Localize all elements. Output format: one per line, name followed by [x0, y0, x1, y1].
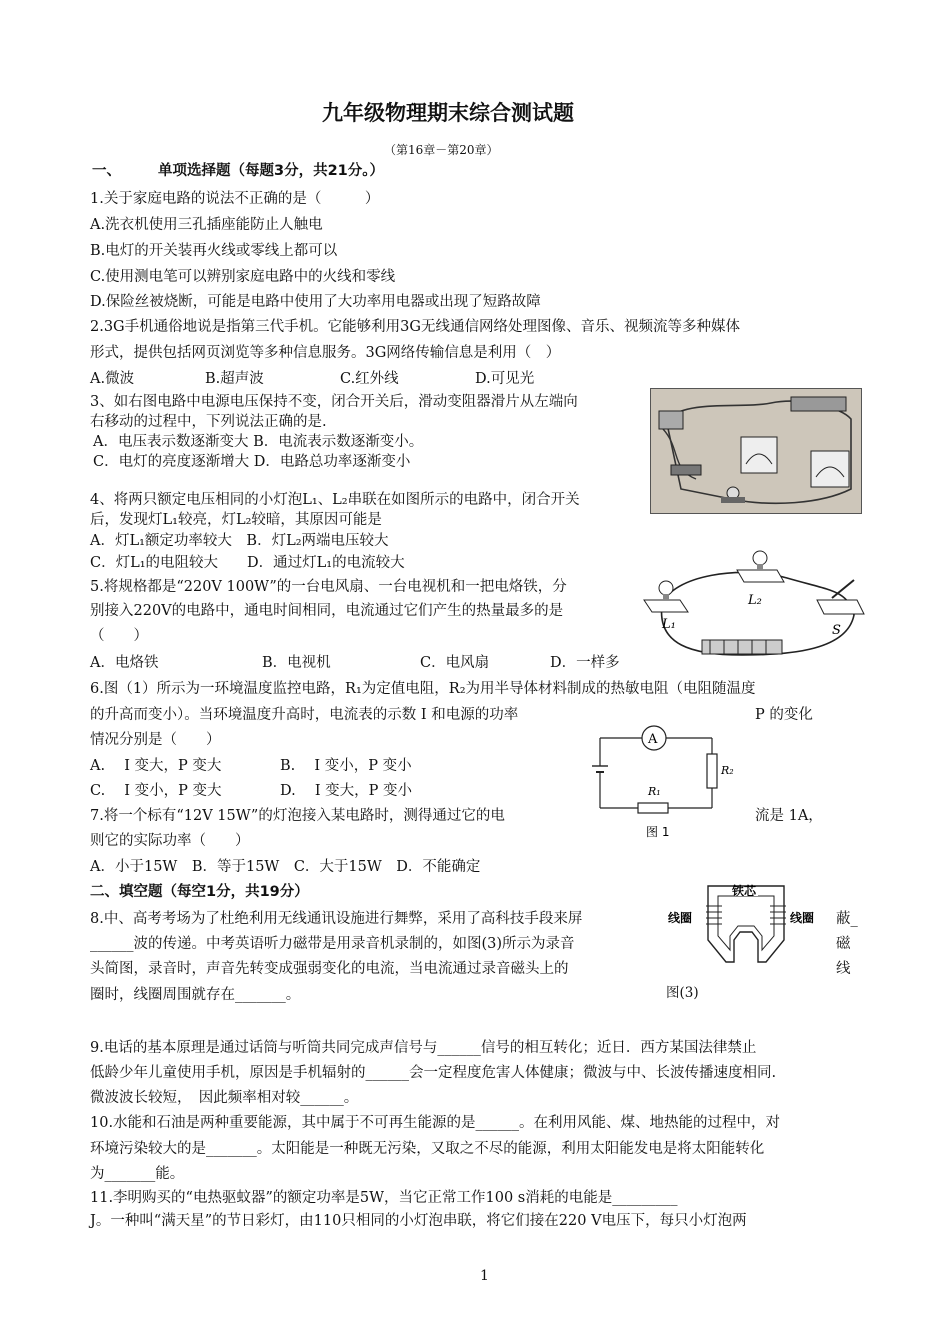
q10-line3: 为_______能。 — [90, 1166, 185, 1182]
q1-option-b: B.电灯的开关装再火线或零线上都可以 — [90, 243, 338, 259]
coil-left-label: 线圈 — [668, 911, 693, 925]
circuit-photo — [650, 388, 862, 514]
q4-options-ab: A．灯L₁额定功率较大 B．灯L₂两端电压较大 — [90, 533, 389, 549]
q8-line1-tail: 蔽_ — [836, 911, 858, 927]
label-l1: L₁ — [662, 617, 676, 632]
figure3-caption: 图(3) — [666, 985, 699, 1001]
q1-option-c: C.使用测电笔可以辨别家庭电路中的火线和零线 — [90, 269, 396, 285]
q1-stem: 1.关于家庭电路的说法不正确的是（ ） — [90, 191, 380, 207]
q2-option-a: A.微波 — [90, 371, 135, 387]
r1-label: R₁ — [648, 785, 661, 798]
thermistor-circuit-figure — [590, 722, 734, 842]
q6-option-b: B. I 变小，P 变小 — [280, 758, 412, 774]
series-lamps-figure — [632, 550, 864, 660]
q2-option-c: C.红外线 — [340, 371, 399, 387]
q11-line1: 11.李明购买的“电热驱蚊器”的额定功率是5W，当它正常工作100 s消耗的电能是_________ — [90, 1190, 678, 1206]
q3-line1: 3、如右图电路中电源电压保持不变，闭合开关后，滑动变阻器滑片从左端向 — [90, 394, 578, 410]
q7-line1: 7.将一个标有“12V 15W”的灯泡接入某电路时，测得通过它的电 — [90, 808, 505, 824]
q2-line2: 形式，提供包括网页浏览等多种信息服务。3G网络传输信息是利用（ ） — [90, 345, 561, 361]
q5-option-c: C．电风扇 — [420, 655, 490, 671]
q8-line2-tail: 磁 — [836, 936, 851, 952]
q7-options: A．小于15W B．等于15W C．大于15W D．不能确定 — [90, 859, 481, 875]
q6-line3: 情况分别是（ ） — [90, 732, 221, 748]
q6-option-c: C. I 变小，P 变大 — [90, 783, 222, 799]
q9-line2: 低龄少年儿童使用手机，原因是手机辐射的______会一定程度危害人体健康；微波与中、长波传播速度相同. — [90, 1065, 777, 1081]
q8-line3: 头简图，录音时，声音先转变成强弱变化的电流，当电流通过录音磁头上的 — [90, 961, 569, 977]
q4-line2: 后，发现灯L₁较亮，灯L₂较暗，其原因可能是 — [90, 512, 382, 528]
q6-option-a: A. I 变大，P 变大 — [90, 758, 222, 774]
q5-option-a: A．电烙铁 — [90, 655, 159, 671]
coil-right-label: 线圈 — [790, 911, 815, 925]
q7-line1-tail: 流是 1A， — [755, 808, 823, 824]
chapter-range: （第16章－第20章） — [384, 143, 499, 157]
q1-option-d: D.保险丝被烧断，可能是电路中使用了大功率用电器或出现了短路故障 — [90, 294, 541, 310]
section2-heading: 二、填空题（每空1分，共19分） — [90, 884, 309, 900]
label-switch: S — [832, 623, 841, 638]
q1-option-a: A.洗衣机使用三孔插座能防止人触电 — [90, 217, 323, 233]
r2-label: R₂ — [721, 764, 734, 777]
q6-option-d: D. I 变大，P 变小 — [280, 783, 413, 799]
q9-line1: 9.电话的基本原理是通过话筒与听筒共同完成声信号与______信号的相互转化；近日．西方某国法律禁止 — [90, 1040, 757, 1056]
q10-line2: 环境污染较大的是_______。太阳能是一种既无污染，又取之不尽的能源，利用太阳能发电是将太阳能转化 — [90, 1141, 765, 1157]
q7-line2: 则它的实际功率（ ） — [90, 833, 250, 849]
q4-options-cd: C．灯L₁的电阻较大 D．通过灯L₁的电流较大 — [90, 555, 405, 571]
q8-line3-tail: 线 — [836, 961, 851, 977]
q11-line2: J。一种叫“满天星”的节日彩灯，由110只相同的小灯泡串联，将它们接在220 V电压下，每只小灯泡两 — [90, 1213, 747, 1229]
q2-option-d: D.可见光 — [475, 371, 535, 387]
q5-option-d: D．一样多 — [550, 655, 620, 671]
circuit-photo-drawing — [651, 389, 861, 513]
page-number: 1 — [480, 1268, 489, 1284]
section1-number: 一、 — [92, 163, 121, 179]
q8-line4: 圈时，线圈周围就存在_______。 — [90, 987, 301, 1003]
page-title: 九年级物理期末综合测试题 — [322, 101, 574, 125]
core-label: 铁芯 — [732, 884, 757, 898]
q10-line1: 10.水能和石油是两种重要能源，其中属于不可再生能源的是______。在利用风能、煤、地热能的过程中，对 — [90, 1115, 781, 1131]
ammeter-label: A — [648, 732, 658, 747]
q8-line1: 8.中、高考考场为了杜绝利用无线通讯设施进行舞弊，采用了高科技手段来屏 — [90, 911, 583, 927]
q3-options-ab: A．电压表示数逐渐变大 B．电流表示数逐渐变小。 — [93, 434, 424, 450]
recording-head-figure — [666, 880, 826, 975]
q9-line3: 微波波长较短， 因此频率相对较______。 — [90, 1090, 359, 1106]
q5-line2: 别接入220V的电路中，通电时间相同，电流通过它们产生的热量最多的是 — [90, 603, 564, 619]
q6-line2-tail: P 的变化 — [755, 707, 813, 723]
q4-line1: 4、将两只额定电压相同的小灯泡L₁、L₂串联在如图所示的电路中，闭合开关 — [90, 492, 580, 508]
q2-option-b: B.超声波 — [205, 371, 264, 387]
label-l2: L₂ — [748, 593, 762, 608]
q5-line1: 5.将规格都是“220V 100W”的一台电风扇、一台电视机和一把电烙铁，分 — [90, 579, 567, 595]
q3-line2: 右移动的过程中，下列说法正确的是. — [90, 414, 327, 430]
q2-line1: 2.3G手机通俗地说是指第三代手机。它能够利用3G无线通信网络处理图像、音乐、视频流等多种媒体 — [90, 319, 740, 335]
figure1-caption: 图 1 — [646, 825, 670, 839]
q5-line3: （ ） — [90, 628, 148, 644]
q6-line1: 6.图（1）所示为一环境温度监控电路，R₁为定值电阻，R₂为用半导体材料制成的热敏电阻（电阻随温度 — [90, 681, 756, 697]
q8-line2: ______波的传递。中考英语听力磁带是用录音机录制的，如图(3)所示为录音 — [90, 936, 575, 952]
q5-option-b: B．电视机 — [262, 655, 331, 671]
q3-options-cd: C．电灯的亮度逐渐增大 D．电路总功率逐渐变小 — [93, 454, 411, 470]
section1-heading: 单项选择题（每题3分，共21分。） — [158, 163, 385, 179]
q6-line2: 的升高而变小）。当环境温度升高时，电流表的示数 I 和电源的功率 — [90, 707, 519, 723]
